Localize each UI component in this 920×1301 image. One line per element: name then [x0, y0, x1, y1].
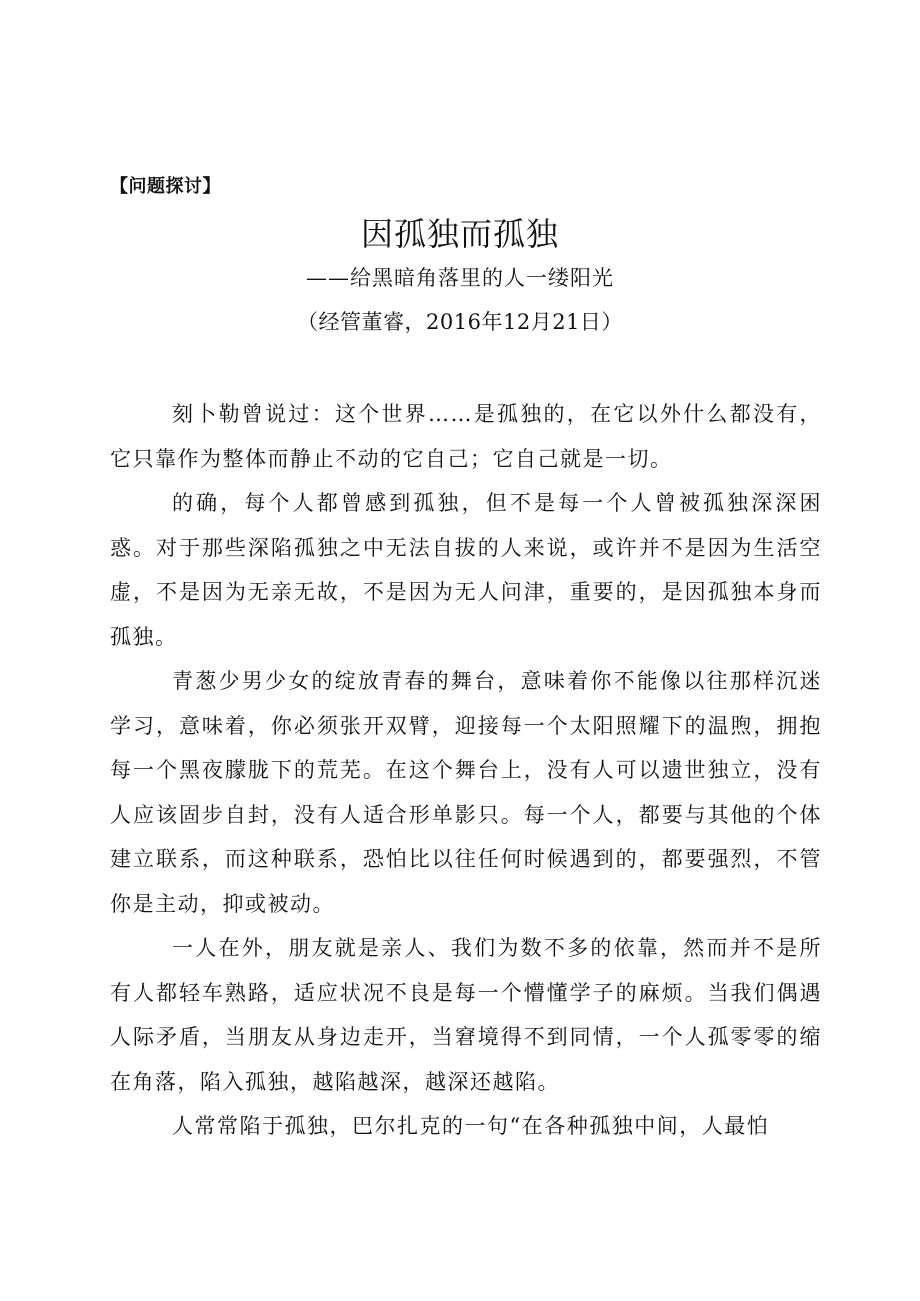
paragraph-3: 青葱少男少女的绽放青春的舞台，意味着你不能像以往那样沉迷学习，意味着，你必须张开双臂，迎接每一个太阳照耀下的温煦，拥抱每一个黑夜朦胧下的荒芜。在这个舞台上，没有人可以遗世独立，没有人应该固步自封，没有人适合形单影只。每一个人，都要与其他的个体建立联系，而这种联系，恐怕比以往任何时候遇到的，都要强烈，不管你是主动，抑或被动。 [110, 669, 822, 916]
article-body [110, 392, 822, 1149]
article-subtitle: ——给黑暗角落里的人一缕阳光 [306, 266, 614, 290]
article-title: 因孤独而孤独 [360, 215, 559, 253]
paragraph-5: 人常常陷于孤独，巴尔扎克的一句“在各种孤独中间，人最怕 [172, 1114, 770, 1138]
article-byline: （经管董睿，2016年12月21日） [297, 310, 623, 334]
paragraph-4: 一人在外，朋友就是亲人、我们为数不多的依靠，然而并不是所有人都轻车熟路，适应状况不良是每一个懵懂学子的麻烦。当我们偶遇人际矛盾，当朋友从身边走开，当窘境得不到同情，一个人孤零零的缩在角落，陷入孤独，越陷越深，越深还越陷。 [110, 936, 822, 1094]
paragraph-2: 的确，每个人都曾感到孤独，但不是每一个人曾被孤独深深困惑。对于那些深陷孤独之中无法自拔的人来说，或许并不是因为生活空虚，不是因为无亲无故，不是因为无人问津，重要的，是因孤独本身而孤独。 [110, 491, 822, 649]
paragraph-1: 刻卜勒曾说过：这个世界……是孤独的，在它以外什么都没有，它只靠作为整体而静止不动的它自己；它自己就是一切。 [110, 402, 822, 471]
section-tag: 【问题探讨】 [110, 176, 221, 197]
